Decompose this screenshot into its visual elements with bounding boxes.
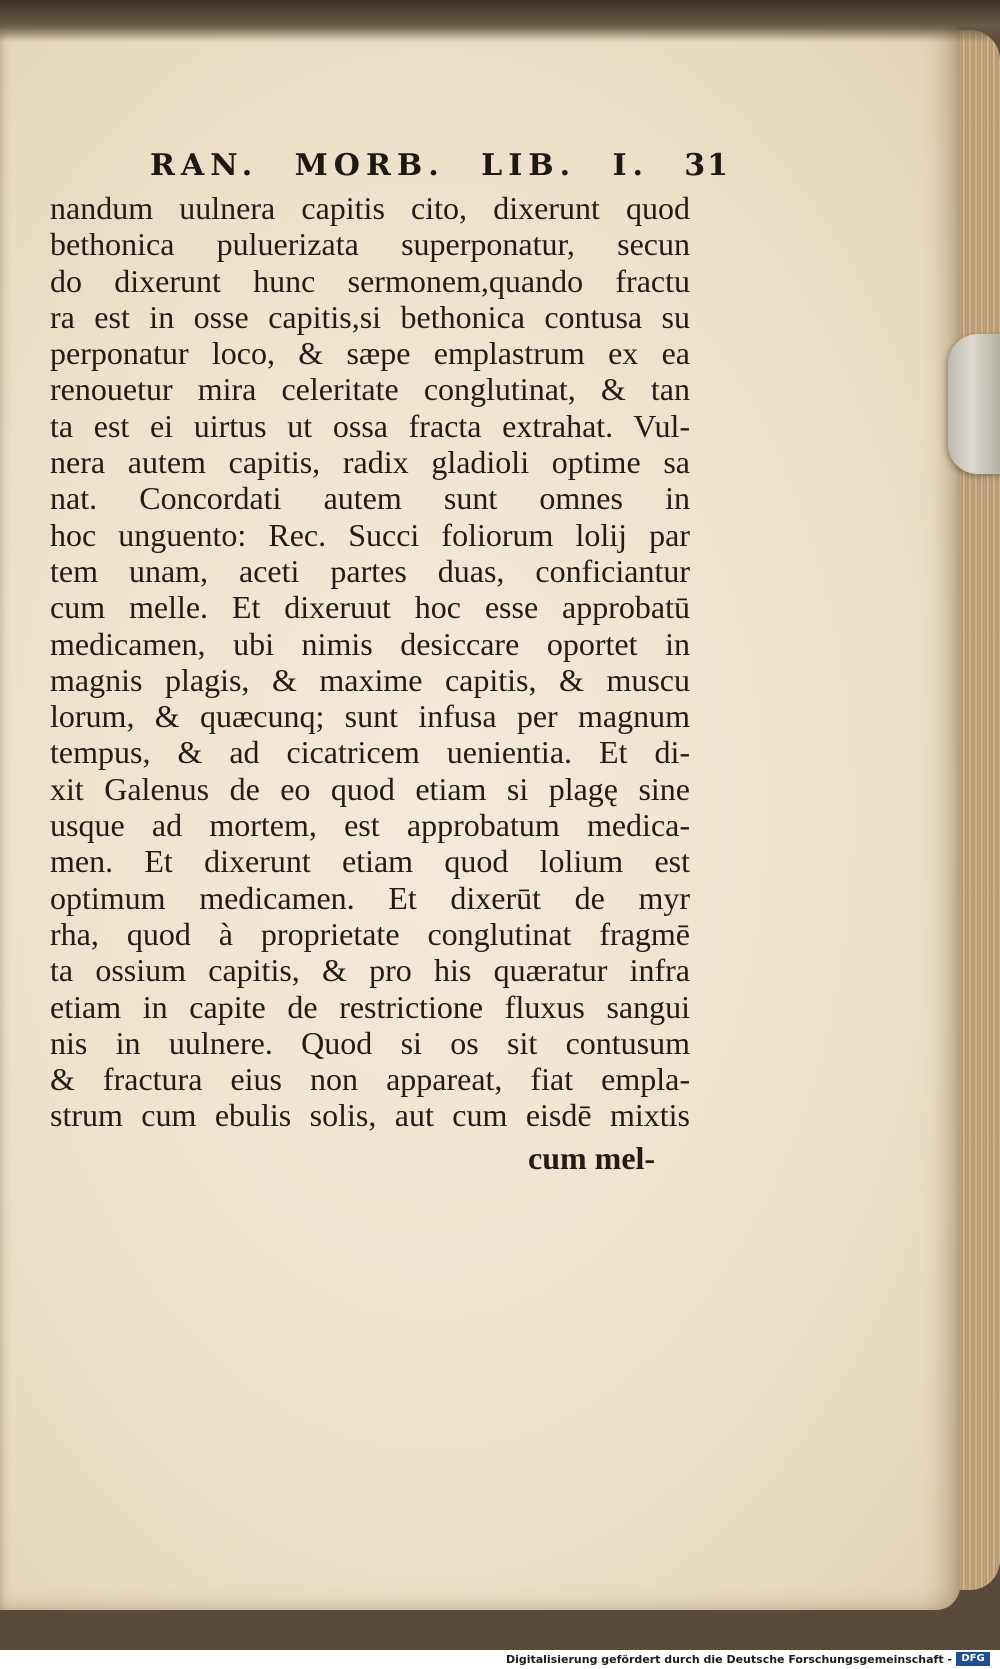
- text-line: ra est in osse capitis,si bethonica contusa su: [50, 298, 690, 335]
- binding-shadow: [0, 0, 1000, 42]
- text-line: magnis plagis, & maxime capitis, & muscu: [50, 661, 690, 698]
- text-line: tem unam, aceti partes duas, conficiantur: [50, 552, 690, 589]
- funding-credit: Digitalisierung gefördert durch die Deutsche Forschungsgemeinschaft -: [505, 1653, 952, 1666]
- text-line: rha, quod à proprietate conglutinat fragmē: [50, 915, 690, 952]
- text-line: renouetur mira celeritate conglutinat, & tan: [50, 371, 690, 408]
- dfg-logo: DFG: [956, 1652, 990, 1666]
- text-line: etiam in capite de restrictione fluxus sangui: [50, 988, 690, 1025]
- digitization-footer: [0, 1651, 1000, 1669]
- text-line: ta est ei uirtus ut ossa fracta extrahat. Vul-: [50, 407, 690, 444]
- text-line: xit Galenus de eo quod etiam si plagę sine: [50, 770, 690, 807]
- running-head-title: RAN. MORB. LIB. I.: [150, 147, 649, 183]
- text-line: medicamen, ubi nimis desiccare oportet in: [50, 625, 690, 662]
- text-line: tempus, & ad cicatricem uenientia. Et di-: [50, 734, 690, 771]
- text-line: ta ossium capitis, & pro his quæratur infra: [50, 952, 690, 989]
- folio-number: 31: [684, 147, 730, 183]
- text-line: usque ad mortem, est approbatum medica-: [50, 807, 690, 844]
- text-line: nandum uulnera capitis cito, dixerunt quod: [50, 190, 690, 226]
- text-line: do dixerunt hunc sermonem,quando fractu: [50, 262, 690, 299]
- text-line: nat. Concordati autem sunt omnes in: [50, 480, 690, 517]
- text-line: bethonica puluerizata superponatur, secun: [50, 226, 690, 263]
- text-line: & fractura eius non appareat, fiat empla-: [50, 1061, 690, 1098]
- text-line: nis in uulnere. Quod si os sit contusum: [50, 1024, 690, 1061]
- bookmark-tab: [948, 334, 1000, 474]
- text-line: lorum, & quæcunq; sunt infusa per magnum: [50, 698, 690, 735]
- body-text: [50, 190, 690, 1134]
- text-line: nera autem capitis, radix gladioli optime sa: [50, 444, 690, 481]
- catchword: cum mel-: [528, 1140, 656, 1176]
- text-line: men. Et dixerunt etiam quod lolium est: [50, 843, 690, 880]
- running-head: [150, 142, 730, 188]
- text-line: hoc unguento: Rec. Succi foliorum lolij par: [50, 516, 690, 553]
- text-line: cum melle. Et dixeruut hoc esse approbatū: [50, 589, 690, 626]
- text-line: optimum medicamen. Et dixerūt de myr: [50, 879, 690, 916]
- text-line: perponatur loco, & sæpe emplastrum ex ea: [50, 335, 690, 372]
- text-line: strum cum ebulis solis, aut cum eisdē mixtis: [50, 1097, 690, 1134]
